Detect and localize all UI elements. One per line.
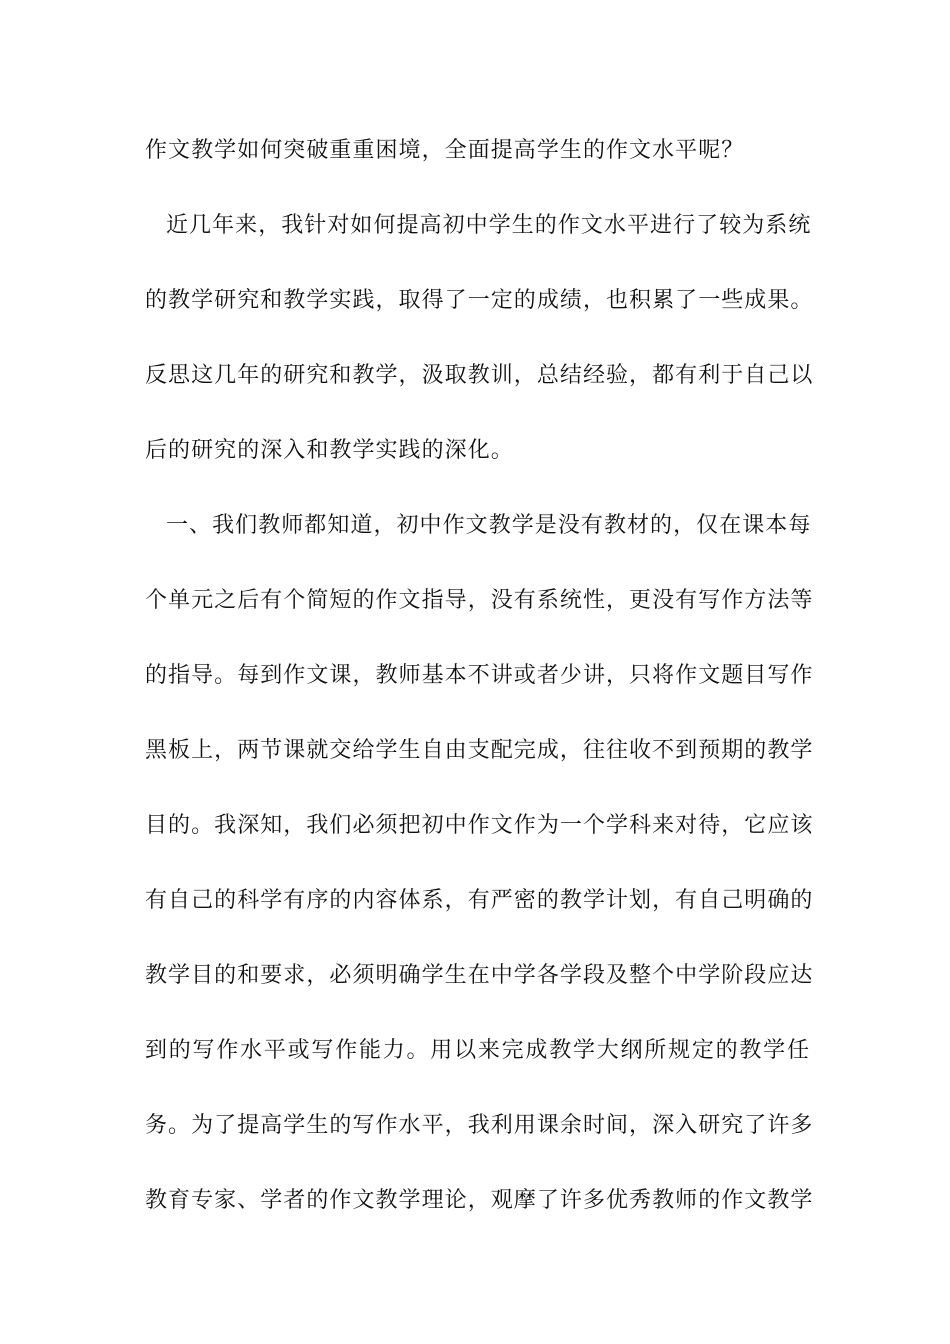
paragraph-line-15: 教育专家、学者的作文教学理论，观摩了许多优秀教师的作文教学 — [145, 1188, 814, 1213]
paragraph-line-1: 作文教学如何突破重重困境，全面提高学生的作文水平呢？ — [145, 138, 745, 163]
paragraph-line-8: 的指导。每到作文课，教师基本不讲或者少讲，只将作文题目写作 — [145, 663, 814, 688]
paragraph-line-12: 教学目的和要求，必须明确学生在中学各学段及整个中学阶段应达 — [145, 963, 814, 988]
paragraph-line-3: 的教学研究和教学实践，取得了一定的成绩，也积累了一些成果。 — [145, 288, 814, 313]
paragraph-line-14: 务。为了提高学生的写作水平，我利用课余时间，深入研究了许多 — [145, 1113, 814, 1138]
paragraph-line-5: 后的研究的深入和教学实践的深化。 — [145, 438, 514, 463]
paragraph-line-9: 黑板上，两节课就交给学生自由支配完成，往往收不到预期的教学 — [145, 738, 814, 763]
paragraph-line-4: 反思这几年的研究和教学，汲取教训，总结经验，都有利于自己以 — [145, 363, 814, 388]
paragraph-line-6: 一、我们教师都知道，初中作文教学是没有教材的，仅在课本每 — [166, 513, 812, 538]
paragraph-line-2: 近几年来，我针对如何提高初中学生的作文水平进行了较为系统 — [166, 213, 812, 238]
paragraph-line-13: 到的写作水平或写作能力。用以来完成教学大纲所规定的教学任 — [145, 1038, 810, 1063]
paragraph-line-7: 个单元之后有个简短的作文指导，没有系统性，更没有写作方法等 — [145, 588, 814, 613]
paragraph-line-10: 目的。我深知，我们必须把初中作文作为一个学科来对待，它应该 — [145, 813, 814, 838]
paragraph-line-11: 有自己的科学有序的内容体系，有严密的教学计划，有自己明确的 — [145, 888, 814, 913]
